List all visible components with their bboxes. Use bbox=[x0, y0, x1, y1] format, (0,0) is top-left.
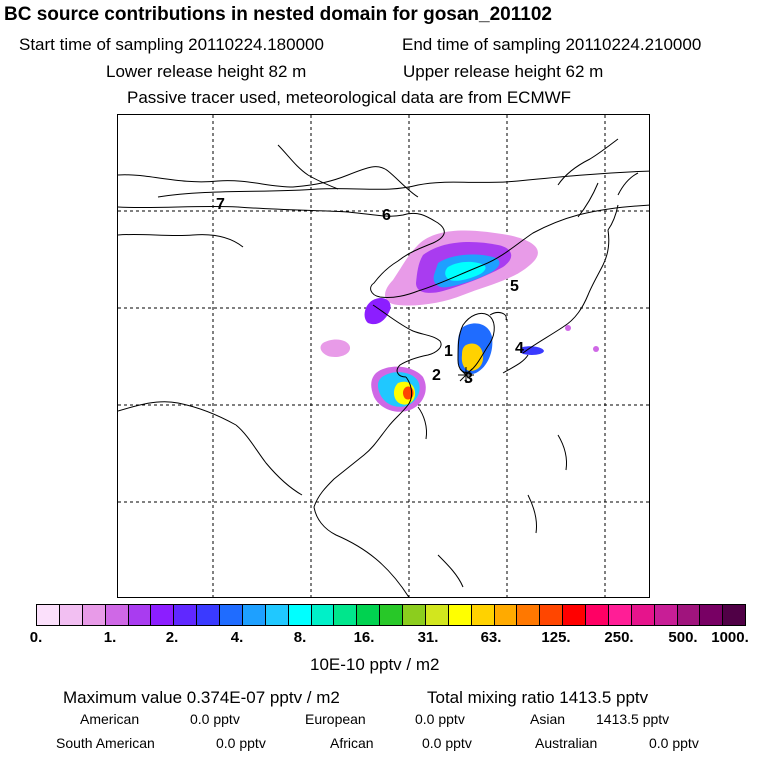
south-american-label: South American bbox=[56, 735, 155, 751]
map-svg bbox=[118, 115, 650, 598]
colorbar-tick-label: 31. bbox=[417, 629, 439, 646]
colorbar-swatch bbox=[449, 605, 472, 625]
australian-value: 0.0 pptv bbox=[649, 735, 699, 751]
region-label-4: 4 bbox=[515, 340, 524, 357]
colorbar-swatch bbox=[472, 605, 495, 625]
colorbar-swatch bbox=[723, 605, 745, 625]
colorbar-swatch bbox=[586, 605, 609, 625]
colorbar-tick-label: 16. bbox=[353, 629, 375, 646]
end-time-text: End time of sampling 20110224.210000 bbox=[402, 35, 702, 54]
american-value: 0.0 pptv bbox=[190, 711, 240, 727]
colorbar-swatch bbox=[197, 605, 220, 625]
african-label: African bbox=[330, 735, 374, 751]
colorbar-tick-label: 250. bbox=[604, 629, 634, 646]
colorbar-tick-label: 2. bbox=[165, 629, 179, 646]
colorbar-swatch bbox=[495, 605, 518, 625]
colorbar-swatch bbox=[312, 605, 335, 625]
start-time-text: Start time of sampling 20110224.180000 bbox=[19, 35, 324, 54]
colorbar-swatch bbox=[334, 605, 357, 625]
american-label: American bbox=[80, 711, 140, 727]
colorbar bbox=[36, 604, 746, 626]
max-value-text: Maximum value 0.374E-07 pptv / m2 bbox=[63, 688, 340, 707]
colorbar-swatch bbox=[517, 605, 540, 625]
colorbar-swatch bbox=[609, 605, 632, 625]
colorbar-swatch bbox=[357, 605, 380, 625]
asian-value: 1413.5 pptv bbox=[596, 711, 670, 727]
colorbar-swatch bbox=[174, 605, 197, 625]
asian-label: Asian bbox=[530, 711, 566, 727]
south-american-value: 0.0 pptv bbox=[216, 735, 266, 751]
colorbar-swatch bbox=[83, 605, 106, 625]
region-label-6: 6 bbox=[382, 207, 391, 224]
map-title: BC source contributions in nested domain for gosan_201102 bbox=[4, 4, 552, 25]
colorbar-tick-label: 4. bbox=[230, 629, 244, 646]
region-label-5: 5 bbox=[510, 278, 519, 295]
lower-release-height-text: Lower release height 82 m bbox=[106, 62, 307, 81]
colorbar-swatch bbox=[655, 605, 678, 625]
african-value: 0.0 pptv bbox=[422, 735, 472, 751]
colorbar-tick-label: 0. bbox=[29, 629, 43, 646]
upper-release-height-text: Upper release height 62 m bbox=[403, 62, 604, 81]
colorbar-swatch bbox=[380, 605, 403, 625]
colorbar-tick-label: 63. bbox=[480, 629, 502, 646]
concentration-plume bbox=[321, 231, 599, 412]
australian-label: Australian bbox=[535, 735, 598, 751]
colorbar-tick-label: 8. bbox=[293, 629, 307, 646]
colorbar-swatch bbox=[220, 605, 243, 625]
colorbar-tick-label: 500. bbox=[668, 629, 698, 646]
colorbar-tick-label: 1000. bbox=[711, 629, 749, 646]
colorbar-swatch bbox=[700, 605, 723, 625]
european-label: European bbox=[305, 711, 366, 727]
colorbar-swatch bbox=[426, 605, 449, 625]
colorbar-swatch bbox=[403, 605, 426, 625]
graticule bbox=[118, 115, 650, 598]
colorbar-swatch bbox=[60, 605, 83, 625]
colorbar-swatch bbox=[540, 605, 563, 625]
colorbar-swatch bbox=[243, 605, 266, 625]
colorbar-swatch bbox=[151, 605, 174, 625]
colorbar-swatch bbox=[37, 605, 60, 625]
colorbar-swatch bbox=[678, 605, 701, 625]
region-label-2: 2 bbox=[432, 367, 441, 384]
colorbar-swatch bbox=[106, 605, 129, 625]
colorbar-swatch bbox=[129, 605, 152, 625]
colorbar-unit: 10E-10 pptv / m2 bbox=[310, 655, 440, 674]
total-mixing-ratio-text: Total mixing ratio 1413.5 pptv bbox=[427, 688, 649, 707]
european-value: 0.0 pptv bbox=[415, 711, 465, 727]
region-label-7: 7 bbox=[216, 196, 225, 213]
colorbar-swatch bbox=[632, 605, 655, 625]
tracer-note-text: Passive tracer used, meteorological data are from ECMWF bbox=[127, 88, 572, 107]
region-label-3: 3 bbox=[464, 370, 473, 387]
colorbar-swatch bbox=[289, 605, 312, 625]
region-label-1: 1 bbox=[444, 343, 453, 360]
colorbar-swatch bbox=[266, 605, 289, 625]
colorbar-swatch bbox=[563, 605, 586, 625]
colorbar-tick-label: 1. bbox=[103, 629, 117, 646]
colorbar-tick-label: 125. bbox=[541, 629, 571, 646]
map-panel bbox=[117, 114, 650, 598]
